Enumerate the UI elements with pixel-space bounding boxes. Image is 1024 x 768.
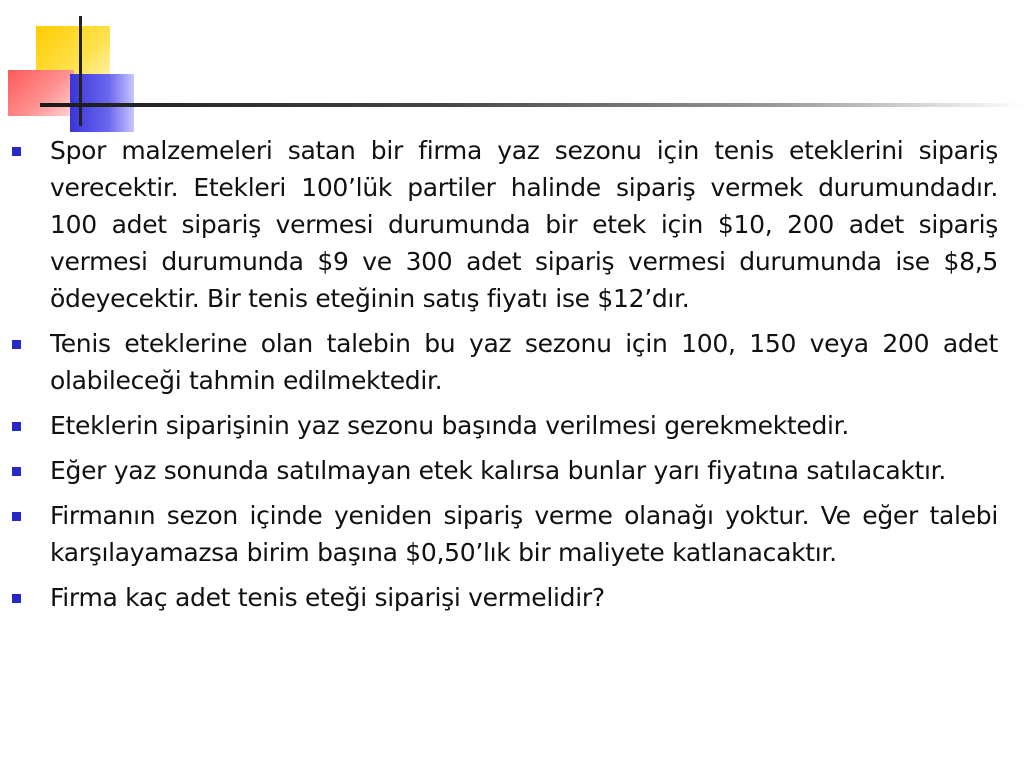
bullet-item bbox=[50, 497, 998, 571]
horizontal-rule bbox=[40, 103, 1024, 107]
red-square-decoration bbox=[8, 70, 74, 116]
bullet-text: Spor malzemeleri satan bir firma yaz sezonu için tenis eteklerini sipariş verecektir. Etekleri 100’lük partiler halinde sipariş vermek durumundadır. 100 adet sipariş vermesi durumunda bir etek için $10, 200 adet sipariş vermesi durumunda $9 ve 300 adet sipariş vermesi durumunda ise $8,5 ödeyecektir. Bir tenis eteğinin satış fiyatı ise $12’dır. bbox=[50, 136, 998, 313]
bullet-list bbox=[50, 132, 998, 616]
vertical-rule bbox=[79, 16, 82, 126]
bullet-text: Eğer yaz sonunda satılmayan etek kalırsa bunlar yarı fiyatına satılacaktır. bbox=[50, 456, 947, 485]
bullet-text: Tenis eteklerine olan talebin bu yaz sezonu için 100, 150 veya 200 adet olabileceği tahmin edilmektedir. bbox=[50, 329, 998, 395]
bullet-item bbox=[50, 407, 998, 444]
slide-decoration bbox=[0, 0, 1024, 140]
bullet-item bbox=[50, 452, 998, 489]
bullet-item bbox=[50, 325, 998, 399]
square-bullet-icon bbox=[12, 594, 21, 603]
square-bullet-icon bbox=[12, 340, 21, 349]
bullet-item bbox=[50, 132, 998, 317]
square-bullet-icon bbox=[12, 512, 21, 521]
bullet-text: Firmanın sezon içinde yeniden sipariş verme olanağı yoktur. Ve eğer talebi karşılayamazsa birim başına $0,50’lık bir maliyete katlanacaktır. bbox=[50, 501, 998, 567]
square-bullet-icon bbox=[12, 422, 21, 431]
bullet-item bbox=[50, 579, 998, 616]
bullet-text: Firma kaç adet tenis eteği siparişi vermelidir? bbox=[50, 583, 605, 612]
bullet-text: Eteklerin siparişinin yaz sezonu başında verilmesi gerekmektedir. bbox=[50, 411, 849, 440]
slide-body bbox=[50, 132, 998, 624]
square-bullet-icon bbox=[12, 147, 21, 156]
square-bullet-icon bbox=[12, 467, 21, 476]
